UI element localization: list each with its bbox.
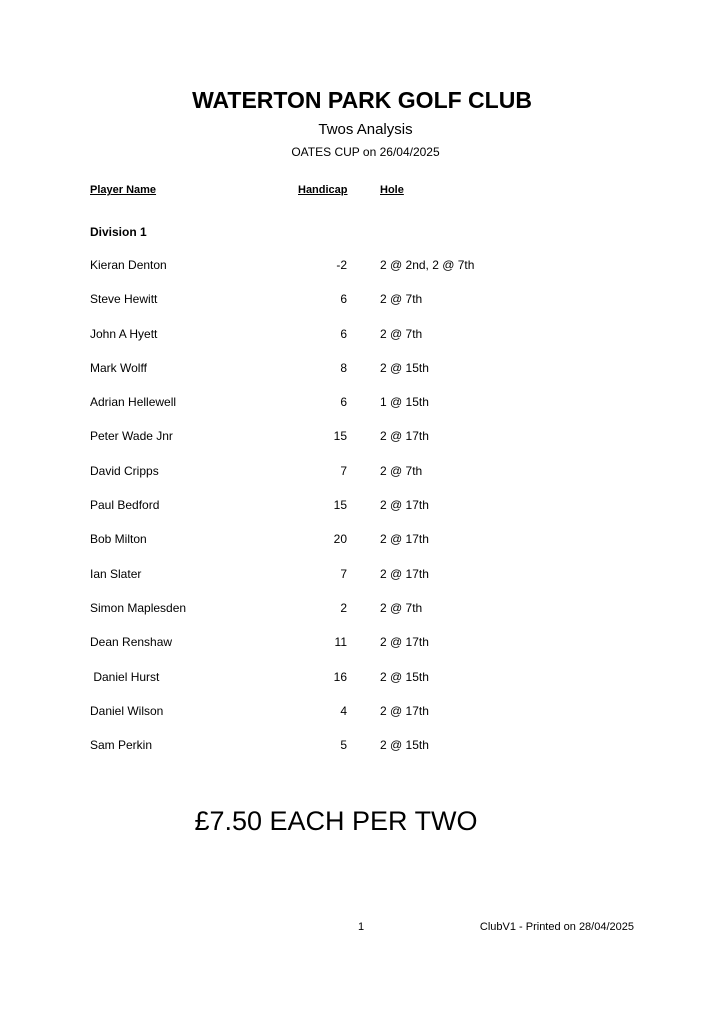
player-hole: 2 @ 15th: [380, 360, 429, 375]
player-name: Simon Maplesden: [90, 600, 187, 615]
player-hole: 2 @ 17th: [380, 498, 429, 513]
player-hole: 2 @ 7th: [380, 600, 423, 615]
table-row: [0, 464, 724, 498]
player-name: Daniel Wilson: [90, 703, 164, 718]
player-hole: 2 @ 17th: [380, 703, 429, 718]
player-name: Kieran Denton: [90, 258, 167, 272]
player-name: Sam Perkin: [90, 738, 153, 753]
player-handicap: 20: [333, 532, 347, 547]
player-handicap: 8: [340, 360, 347, 375]
table-row: [0, 635, 724, 669]
printed-footer: ClubV1 - Printed on 28/04/2025: [479, 921, 634, 933]
page-number: 1: [358, 921, 365, 933]
player-handicap: -2: [336, 258, 347, 272]
player-handicap: 16: [333, 669, 347, 684]
player-name: John A Hyett: [90, 326, 158, 341]
column-header-player-name: Player Name: [90, 184, 157, 196]
player-rows: [0, 258, 724, 772]
table-row: [0, 292, 724, 326]
player-hole: 2 @ 15th: [380, 738, 429, 753]
player-name: Mark Wolff: [90, 360, 147, 375]
player-handicap: 6: [340, 395, 347, 410]
player-hole: 2 @ 7th: [380, 326, 423, 341]
table-row: [0, 395, 724, 429]
table-row: [0, 498, 724, 532]
player-name: Daniel Hurst: [90, 669, 160, 684]
player-hole: 2 @ 17th: [380, 429, 429, 444]
table-row: [0, 567, 724, 601]
table-row: [0, 601, 724, 635]
player-name: Dean Renshaw: [90, 635, 173, 650]
player-hole: 2 @ 17th: [380, 635, 429, 650]
player-name: Peter Wade Jnr: [90, 429, 173, 444]
table-row: [0, 327, 724, 361]
table-row: [0, 258, 724, 292]
player-hole: 2 @ 7th: [380, 292, 423, 307]
player-handicap: 6: [340, 326, 347, 341]
player-handicap: 2: [340, 600, 347, 615]
table-row: [0, 670, 724, 704]
table-row: [0, 704, 724, 738]
table-row: [0, 361, 724, 395]
player-hole: 2 @ 2nd, 2 @ 7th: [380, 258, 475, 272]
player-name: Adrian Hellewell: [90, 395, 177, 410]
player-hole: 2 @ 15th: [380, 669, 429, 684]
player-name: Steve Hewitt: [90, 292, 158, 307]
player-handicap: 6: [340, 292, 347, 307]
player-hole: 2 @ 17th: [380, 566, 429, 581]
player-handicap: 5: [340, 738, 347, 753]
player-name: Bob Milton: [90, 532, 147, 547]
event-name: OATES CUP on 26/04/2025: [291, 145, 440, 159]
fee-notice: £7.50 EACH PER TWO: [194, 806, 478, 836]
column-header-handicap: Handicap: [298, 184, 348, 196]
player-name: Ian Slater: [90, 566, 142, 581]
player-hole: 2 @ 7th: [380, 463, 423, 478]
table-row: [0, 429, 724, 463]
player-name: David Cripps: [90, 463, 159, 478]
player-handicap: 7: [340, 463, 347, 478]
player-handicap: 11: [334, 635, 347, 650]
player-handicap: 15: [333, 498, 347, 513]
player-hole: 2 @ 17th: [380, 532, 429, 547]
table-row: [0, 738, 724, 772]
table-row: [0, 532, 724, 566]
club-title: WATERTON PARK GOLF CLUB: [192, 87, 532, 113]
player-hole: 1 @ 15th: [380, 395, 429, 410]
column-header-hole: Hole: [380, 184, 404, 196]
player-name: Paul Bedford: [90, 498, 160, 513]
player-handicap: 7: [340, 566, 347, 581]
report-subtitle: Twos Analysis: [318, 121, 413, 138]
player-handicap: 15: [333, 429, 347, 444]
division-heading: Division 1: [90, 225, 147, 239]
player-handicap: 4: [340, 703, 347, 718]
